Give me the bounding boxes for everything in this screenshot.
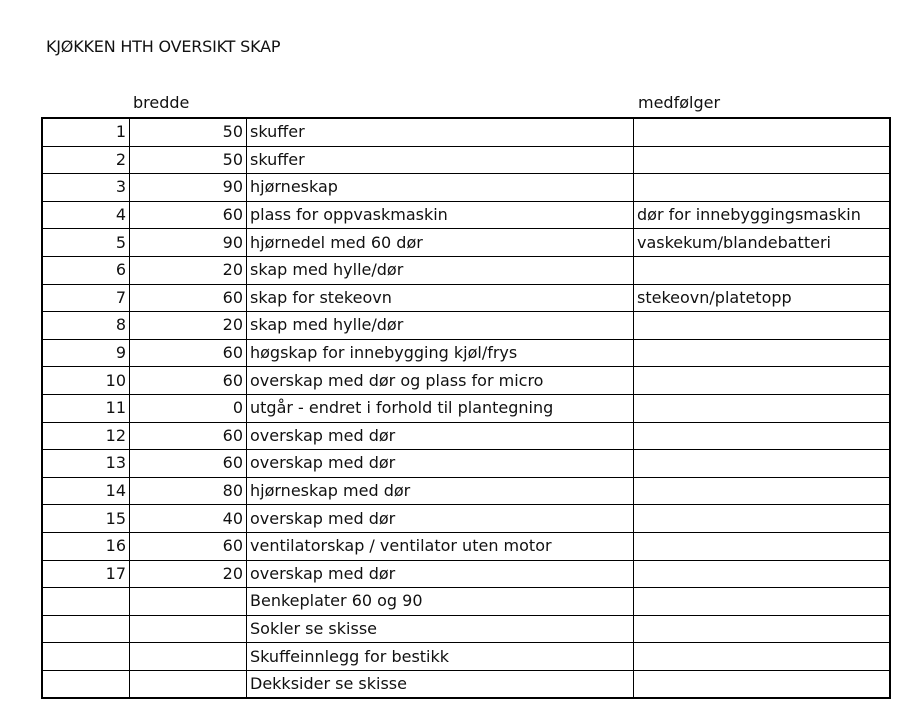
cell-description: Sokler se skisse [247, 615, 634, 643]
table-row [42, 422, 890, 450]
cell-number: 8 [42, 312, 130, 340]
table-row [42, 394, 890, 422]
table-row [42, 450, 890, 478]
cell-number: 15 [42, 505, 130, 533]
table-row [42, 201, 890, 229]
cell-number: 17 [42, 560, 130, 588]
cell-included [634, 588, 891, 616]
cell-description: utgår - endret i forhold til plantegning [247, 394, 634, 422]
table-row [42, 229, 890, 257]
cell-description: Skuffeinnlegg for bestikk [247, 643, 634, 671]
cell-description: skap med hylle/dør [247, 312, 634, 340]
cell-included [634, 615, 891, 643]
cell-width: 60 [130, 422, 247, 450]
cell-included: dør for innebyggingsmaskin [634, 201, 891, 229]
cell-included [634, 422, 891, 450]
cell-description: overskap med dør [247, 450, 634, 478]
cell-included [634, 367, 891, 395]
cell-width [130, 670, 247, 698]
cell-included [634, 532, 891, 560]
cell-included [634, 560, 891, 588]
cell-description: skap for stekeovn [247, 284, 634, 312]
table-row [42, 174, 890, 202]
cell-description: hjørneskap med dør [247, 477, 634, 505]
table-row [42, 588, 890, 616]
cell-included [634, 450, 891, 478]
column-header-included: medfølger [638, 93, 721, 112]
cell-description: overskap med dør [247, 422, 634, 450]
cell-description: høgskap for innebygging kjøl/frys [247, 339, 634, 367]
cell-included [634, 174, 891, 202]
table-row [42, 284, 890, 312]
cell-width: 20 [130, 560, 247, 588]
table-row [42, 643, 890, 671]
cell-width: 80 [130, 477, 247, 505]
cell-included [634, 477, 891, 505]
cell-description: skap med hylle/dør [247, 256, 634, 284]
cell-width: 90 [130, 174, 247, 202]
cell-number: 5 [42, 229, 130, 257]
cell-description: Dekksider se skisse [247, 670, 634, 698]
cell-number: 7 [42, 284, 130, 312]
cell-number [42, 670, 130, 698]
cell-included [634, 312, 891, 340]
cell-description: skuffer [247, 118, 634, 146]
document-title: KJØKKEN HTH OVERSIKT SKAP [46, 37, 281, 56]
table-row [42, 532, 890, 560]
cell-width [130, 588, 247, 616]
cell-included [634, 339, 891, 367]
table-row [42, 367, 890, 395]
table-row [42, 256, 890, 284]
table-row [42, 118, 890, 146]
cell-number: 2 [42, 146, 130, 174]
cell-width: 60 [130, 284, 247, 312]
cell-width [130, 643, 247, 671]
cell-description: plass for oppvaskmaskin [247, 201, 634, 229]
table-row [42, 505, 890, 533]
cell-number: 4 [42, 201, 130, 229]
cell-included [634, 146, 891, 174]
cell-description: hjørnedel med 60 dør [247, 229, 634, 257]
table-row [42, 146, 890, 174]
table-row [42, 560, 890, 588]
table-row [42, 339, 890, 367]
column-header-width: bredde [133, 93, 190, 112]
cell-width: 60 [130, 201, 247, 229]
cell-number [42, 588, 130, 616]
cell-number: 6 [42, 256, 130, 284]
cell-included [634, 394, 891, 422]
cell-width: 40 [130, 505, 247, 533]
cell-number: 16 [42, 532, 130, 560]
cell-included: vaskekum/blandebatteri [634, 229, 891, 257]
cell-number: 12 [42, 422, 130, 450]
cell-width: 60 [130, 532, 247, 560]
cell-width: 60 [130, 367, 247, 395]
table-row [42, 615, 890, 643]
cell-width: 20 [130, 256, 247, 284]
cell-width: 50 [130, 118, 247, 146]
cell-included [634, 643, 891, 671]
cell-width: 60 [130, 450, 247, 478]
cell-width: 0 [130, 394, 247, 422]
cell-included [634, 505, 891, 533]
cell-included: stekeovn/platetopp [634, 284, 891, 312]
cell-width [130, 615, 247, 643]
cell-number: 1 [42, 118, 130, 146]
cell-width: 50 [130, 146, 247, 174]
table-row [42, 312, 890, 340]
cell-width: 60 [130, 339, 247, 367]
cell-width: 20 [130, 312, 247, 340]
cell-number [42, 643, 130, 671]
cell-number: 3 [42, 174, 130, 202]
cell-included [634, 118, 891, 146]
cell-number: 9 [42, 339, 130, 367]
cell-description: hjørneskap [247, 174, 634, 202]
cabinet-table [41, 117, 891, 699]
cell-description: ventilatorskap / ventilator uten motor [247, 532, 634, 560]
cell-description: skuffer [247, 146, 634, 174]
cell-included [634, 256, 891, 284]
table-row [42, 670, 890, 698]
cell-width: 90 [130, 229, 247, 257]
cell-number: 11 [42, 394, 130, 422]
table-row [42, 477, 890, 505]
cell-description: overskap med dør og plass for micro [247, 367, 634, 395]
cell-number: 13 [42, 450, 130, 478]
cell-included [634, 670, 891, 698]
cell-number [42, 615, 130, 643]
cell-description: overskap med dør [247, 505, 634, 533]
cell-description: Benkeplater 60 og 90 [247, 588, 634, 616]
cell-number: 10 [42, 367, 130, 395]
cell-description: overskap med dør [247, 560, 634, 588]
cell-number: 14 [42, 477, 130, 505]
